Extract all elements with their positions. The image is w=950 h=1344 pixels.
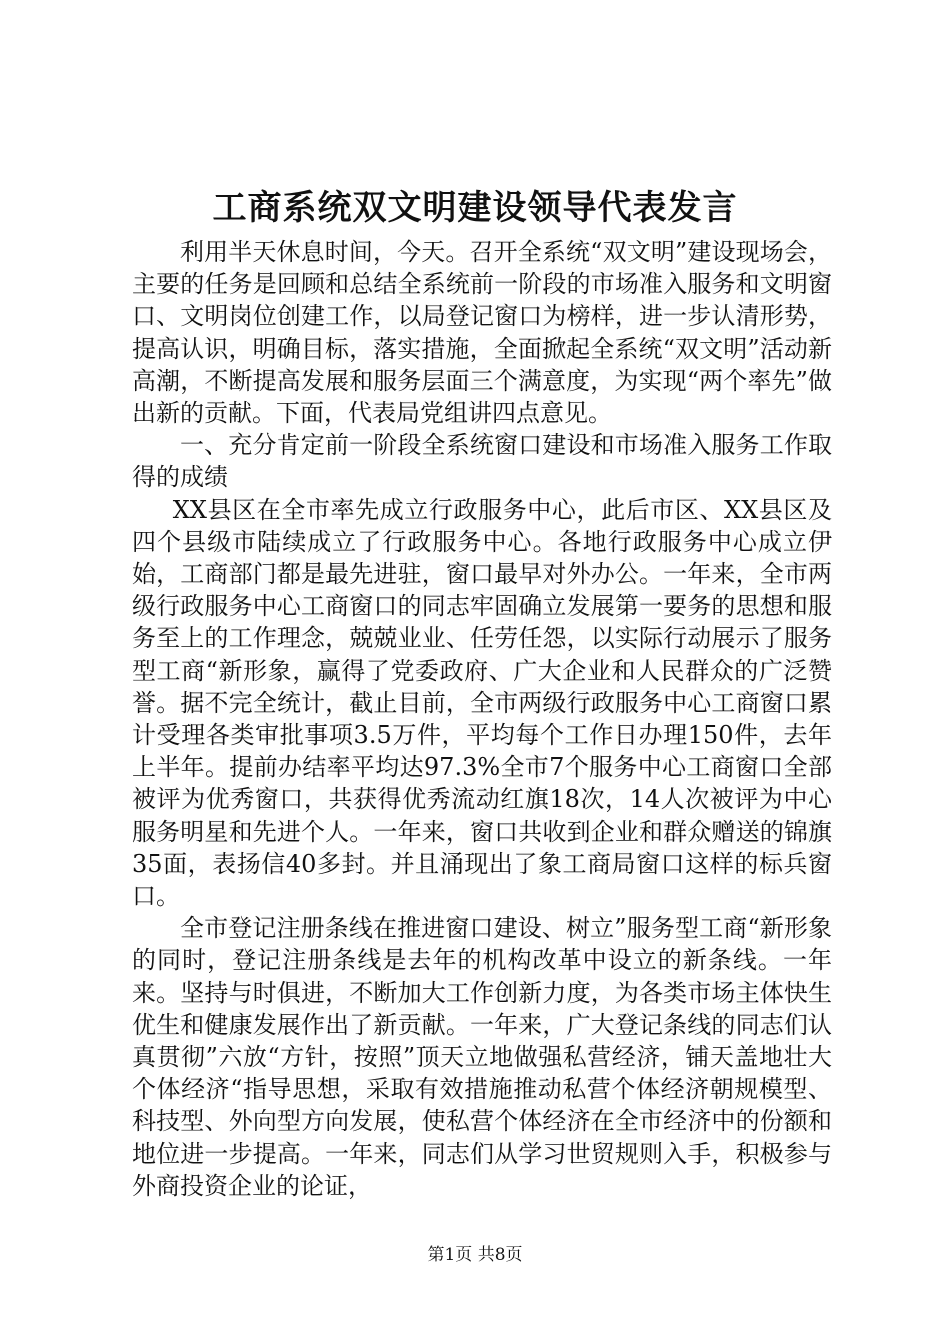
paragraph-achievements: XX县区在全市率先成立行政服务中心，此后市区、XX县区及四个县级市陆续成立了行政服务中心。各地行政服务中心成立伊始，工商部门都是最先进驻，窗口最早对外办公。一年来，全市两级行政服务中心工商窗口的同志牢固确立发展第一要务的思想和服务至上的工作理念，兢兢业业、任劳任怨，以实际行动展示了服务型工商“新形象，赢得了党委政府、广大企业和人民群众的广泛赞誉。据不完全统计，截止目前，全市两级行政服务中心工商窗口累计受理各类审批事项3.5万件，平均每个工作日办理150件，去年上半年。提前办结率平均达97.3%全市7个服务中心工商窗口全部被评为优秀窗口，共获得优秀流动红旗18次，14人次被评为中心服务明星和先进个人。一年来，窗口共收到企业和群众赠送的锦旗35面，表扬信40多封。并且涌现出了象工商局窗口这样的标兵窗口。: [132, 495, 832, 911]
page-footer: 第1页 共8页: [427, 1245, 523, 1265]
section-heading-1: 一、充分肯定前一阶段全系统窗口建设和市场准入服务工作取得的成绩: [132, 431, 832, 492]
document-title: 工商系统双文明建设领导代表发言: [212, 188, 738, 228]
paragraph-registration: 全市登记注册条线在推进窗口建设、树立”服务型工商“新形象的同时，登记注册条线是去年的机构改革中设立的新条线。一年来。坚持与时俱进，不断加大工作创新力度，为各类市场主体快生优生和健康发展作出了新贡献。一年来，广大登记条线的同志们认真贯彻”六放“方针，按照”顶天立地做强私营经济，铺天盖地壮大个体经济“指导思想，采取有效措施推动私营个体经济朝规模型、科技型、外向型方向发展，使私营个体经济在全市经济中的份额和地位进一步提高。一年来，同志们从学习世贸规则入手，积极参与外商投资企业的论证，: [132, 914, 832, 1200]
paragraph-intro: 利用半天休息时间，今天。召开全系统“双文明”建设现场会，主要的任务是回顾和总结全系统前一阶段的市场准入服务和文明窗口、文明岗位创建工作，以局登记窗口为榜样，进一步认清形势，提高认识，明确目标，落实措施，全面掀起全系统“双文明”活动新高潮，不断提高发展和服务层面三个满意度，为实现“两个率先”做出新的贡献。下面，代表局党组讲四点意见。: [132, 238, 832, 428]
document-body: [132, 236, 832, 1202]
